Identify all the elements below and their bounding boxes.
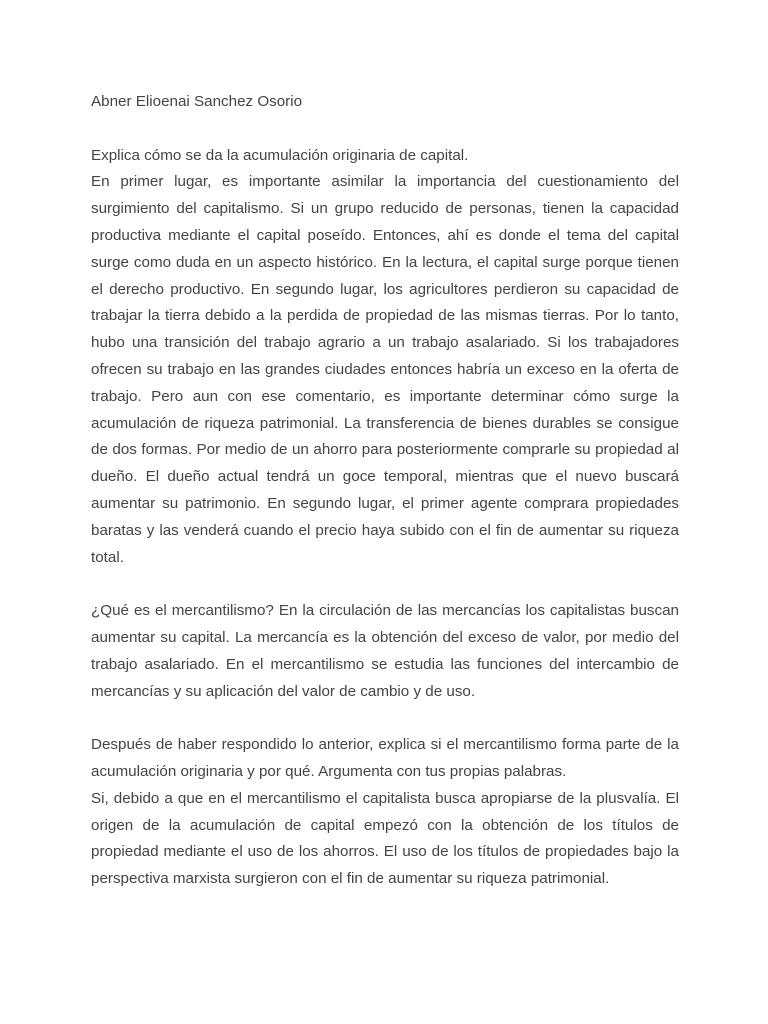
answer-1: En primer lugar, es importante asimilar la importancia del cuestionamiento del surgimiento del capitalismo. Si un grupo reducido de personas, tienen la capacidad productiva mediante el capital poseído. Entonces, ahí es donde el tema del capital surge como duda en un aspecto histórico. En la lectura, el capital surge porque tienen el derecho productivo. En segundo lugar, los agricultores perdieron su capacidad de trabajar la tierra debido a la perdida de propiedad de las mismas tierras. Por lo tanto, hubo una transición del trabajo agrario a un trabajo asalariado. Si los trabajadores ofrecen su trabajo en las grandes ciudades entonces habría un exceso en la oferta de trabajo. Pero aun con ese comentario, es importante determinar cómo surge la acumulación de riqueza patrimonial. La transferencia de bienes durables se consigue de dos formas. Por medio de un ahorro para posteriormente comprarle su propiedad al dueño. El dueño actual tendrá un goce temporal, mientras que el nuevo buscará aumentar su patrimonio. En segundo lugar, el primer agente comprara propiedades baratas y las venderá cuando el precio haya subido con el fin de aumentar su riqueza total. xyxy=(91,173,679,566)
document-page xyxy=(91,89,679,893)
author-name: Abner Elioenai Sanchez Osorio xyxy=(91,93,303,110)
answer-3: Si, debido a que en el mercantilismo el capitalista busca apropiarse de la plusvalía. El origen de la acumulación de capital empezó con la obtención de los títulos de propiedad mediante el uso de los ahorros. El uso de los títulos de propiedades bajo la perspectiva marxista surgieron con el fin de aumentar su riqueza patrimonial. xyxy=(91,789,679,888)
question-1: Explica cómo se da la acumulación originaria de capital. xyxy=(91,146,469,164)
question-3: Después de haber respondido lo anterior, explica si el mercantilismo forma parte de la acumulación originaria y por qué. Argumenta con tus propias palabras. xyxy=(91,736,679,780)
paragraph-mercantilismo: ¿Qué es el mercantilismo? En la circulación de las mercancías los capitalistas buscan aumentar su capital. La mercancía es la obtención del exceso de valor, por medio del trabajo asalariado. En el mercantilismo se estudia las funciones del intercambio de mercancías y su aplicación del valor de cambio y de uso. xyxy=(91,602,679,700)
